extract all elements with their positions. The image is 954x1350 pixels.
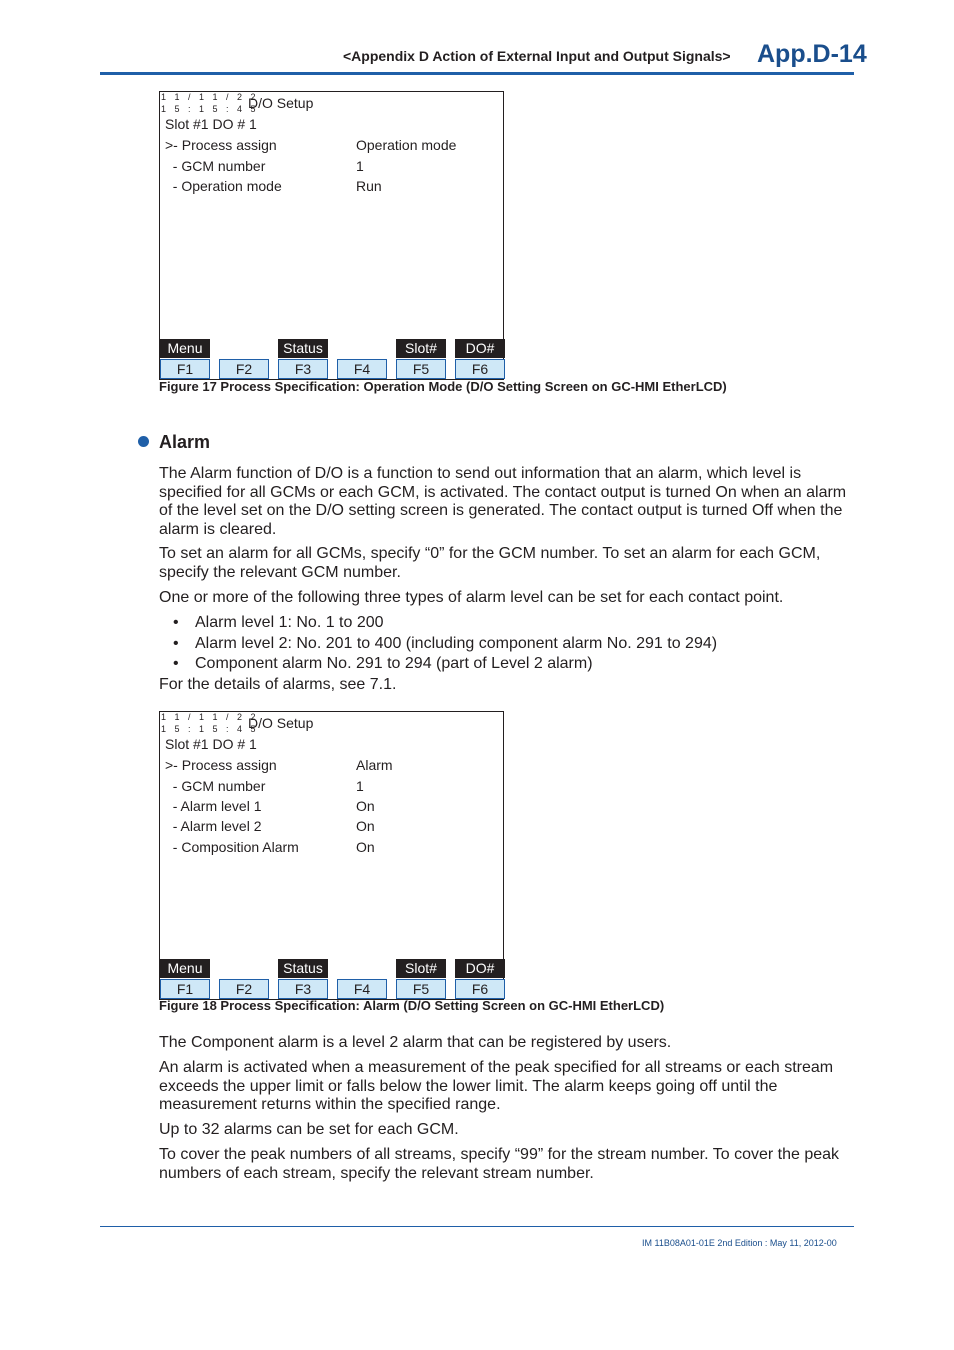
alarm-section-title: Alarm [159,432,211,452]
alarm-activation-paragraph: An alarm is activated when a measurement of the peak specified for all streams or each stream exceeds the upper limit or falls below the lower limit. The alarm keeps going off until the measurement returns within the specified range. [159,1059,834,1113]
fkey-f4[interactable]: F4 [337,359,387,379]
softkey-menu[interactable]: Menu [160,339,210,358]
figure17-caption: Figure 17 Process Specification: Operation Mode (D/O Setting Screen on GC-HMI EtherLCD) [159,379,727,394]
process-assign-value: Operation mode [356,137,457,153]
alarm-paragraph-4: For the details of alarms, see 7.1. [159,676,397,693]
composition-alarm-value: On [356,839,375,855]
header-rule [100,72,854,75]
stream-number-paragraph: To cover the peak numbers of all streams, specify “99” for the stream number. To cover the peak numbers of each stream, specify the relevant stream number. [159,1146,840,1182]
gcm-number-value: 1 [356,158,364,174]
composition-alarm-label[interactable]: - Composition Alarm [165,839,299,855]
alarm-level-2-label[interactable]: - Alarm level 2 [165,818,262,834]
operation-mode-value: Run [356,178,382,194]
fkey-f1[interactable]: F1 [160,979,210,999]
process-assign-value: Alarm [356,757,393,773]
figure17-screen [159,91,504,380]
alarm-level-1-label[interactable]: - Alarm level 1 [165,798,262,814]
softkey-menu[interactable]: Menu [160,959,210,978]
footer-doc-info: IM 11B08A01-01E 2nd Edition : May 11, 2012-00 [642,1238,837,1248]
fkey-f3[interactable]: F3 [278,359,328,379]
alarm-level-1-value: On [356,798,375,814]
alarm-level-2-value: On [356,818,375,834]
alarm-paragraph-1: The Alarm function of D/O is a function to send out information that an alarm, which level is specified for all GCMs or each GCM, is activated. The contact output is turned On when an alarm of the level set on the D/O setting screen is generated. The contact output is turned Off when the alarm is cleared. [159,465,847,538]
alarm-limit-paragraph: Up to 32 alarms can be set for each GCM. [159,1121,459,1138]
process-assign-label[interactable]: >- Process assign [165,137,277,153]
softkey-status[interactable]: Status [278,959,328,978]
softkey-do[interactable]: DO# [455,339,505,358]
alarm-paragraph-2: To set an alarm for all GCMs, specify “0” for the GCM number. To set an alarm for each GCM, specify the relevant GCM number. [159,545,821,581]
list-item: • Alarm level 2: No. 201 to 400 (including component alarm No. 291 to 294) [173,635,718,652]
fkey-f3[interactable]: F3 [278,979,328,999]
clock-date: 1 1 / 1 1 / 2 2 [161,712,259,722]
fkey-f2[interactable]: F2 [219,979,269,999]
figure18-caption: Figure 18 Process Specification: Alarm (D/O Setting Screen on GC-HMI EtherLCD) [159,998,665,1013]
figure18-screen [159,711,504,1000]
page-number: App.D-14 [757,40,867,68]
gcm-number-label[interactable]: - GCM number [165,778,266,794]
gcm-number-value: 1 [356,778,364,794]
fkey-f6[interactable]: F6 [455,979,505,999]
process-assign-label[interactable]: >- Process assign [165,757,277,773]
fkey-f2[interactable]: F2 [219,359,269,379]
fkey-f5[interactable]: F5 [396,979,446,999]
component-alarm-paragraph: The Component alarm is a level 2 alarm that can be registered by users. [159,1034,672,1051]
fkey-f5[interactable]: F5 [396,359,446,379]
clock-time: 1 5 : 1 5 : 4 5 [161,104,259,114]
section-bullet-icon [138,436,149,447]
gcm-number-label[interactable]: - GCM number [165,158,266,174]
slot-do-indicator: Slot #1 DO # 1 [165,116,257,132]
list-item: • Component alarm No. 291 to 294 (part of Level 2 alarm) [173,655,593,672]
screen-title: D/O Setup [248,95,314,111]
softkey-slot[interactable]: Slot# [396,959,446,978]
clock-time: 1 5 : 1 5 : 4 5 [161,724,259,734]
screen-title: D/O Setup [248,715,314,731]
softkey-do[interactable]: DO# [455,959,505,978]
fkey-f6[interactable]: F6 [455,359,505,379]
fkey-f1[interactable]: F1 [160,359,210,379]
clock-date: 1 1 / 1 1 / 2 2 [161,92,259,102]
operation-mode-label[interactable]: - Operation mode [165,178,282,194]
softkey-slot[interactable]: Slot# [396,339,446,358]
fkey-f4[interactable]: F4 [337,979,387,999]
alarm-paragraph-3: One or more of the following three types of alarm level can be set for each contact point. [159,589,784,606]
header-section-title: <Appendix D Action of External Input and Output Signals> [343,48,731,64]
list-item: • Alarm level 1: No. 1 to 200 [173,614,384,631]
slot-do-indicator: Slot #1 DO # 1 [165,736,257,752]
softkey-status[interactable]: Status [278,339,328,358]
footer-rule [100,1226,854,1227]
